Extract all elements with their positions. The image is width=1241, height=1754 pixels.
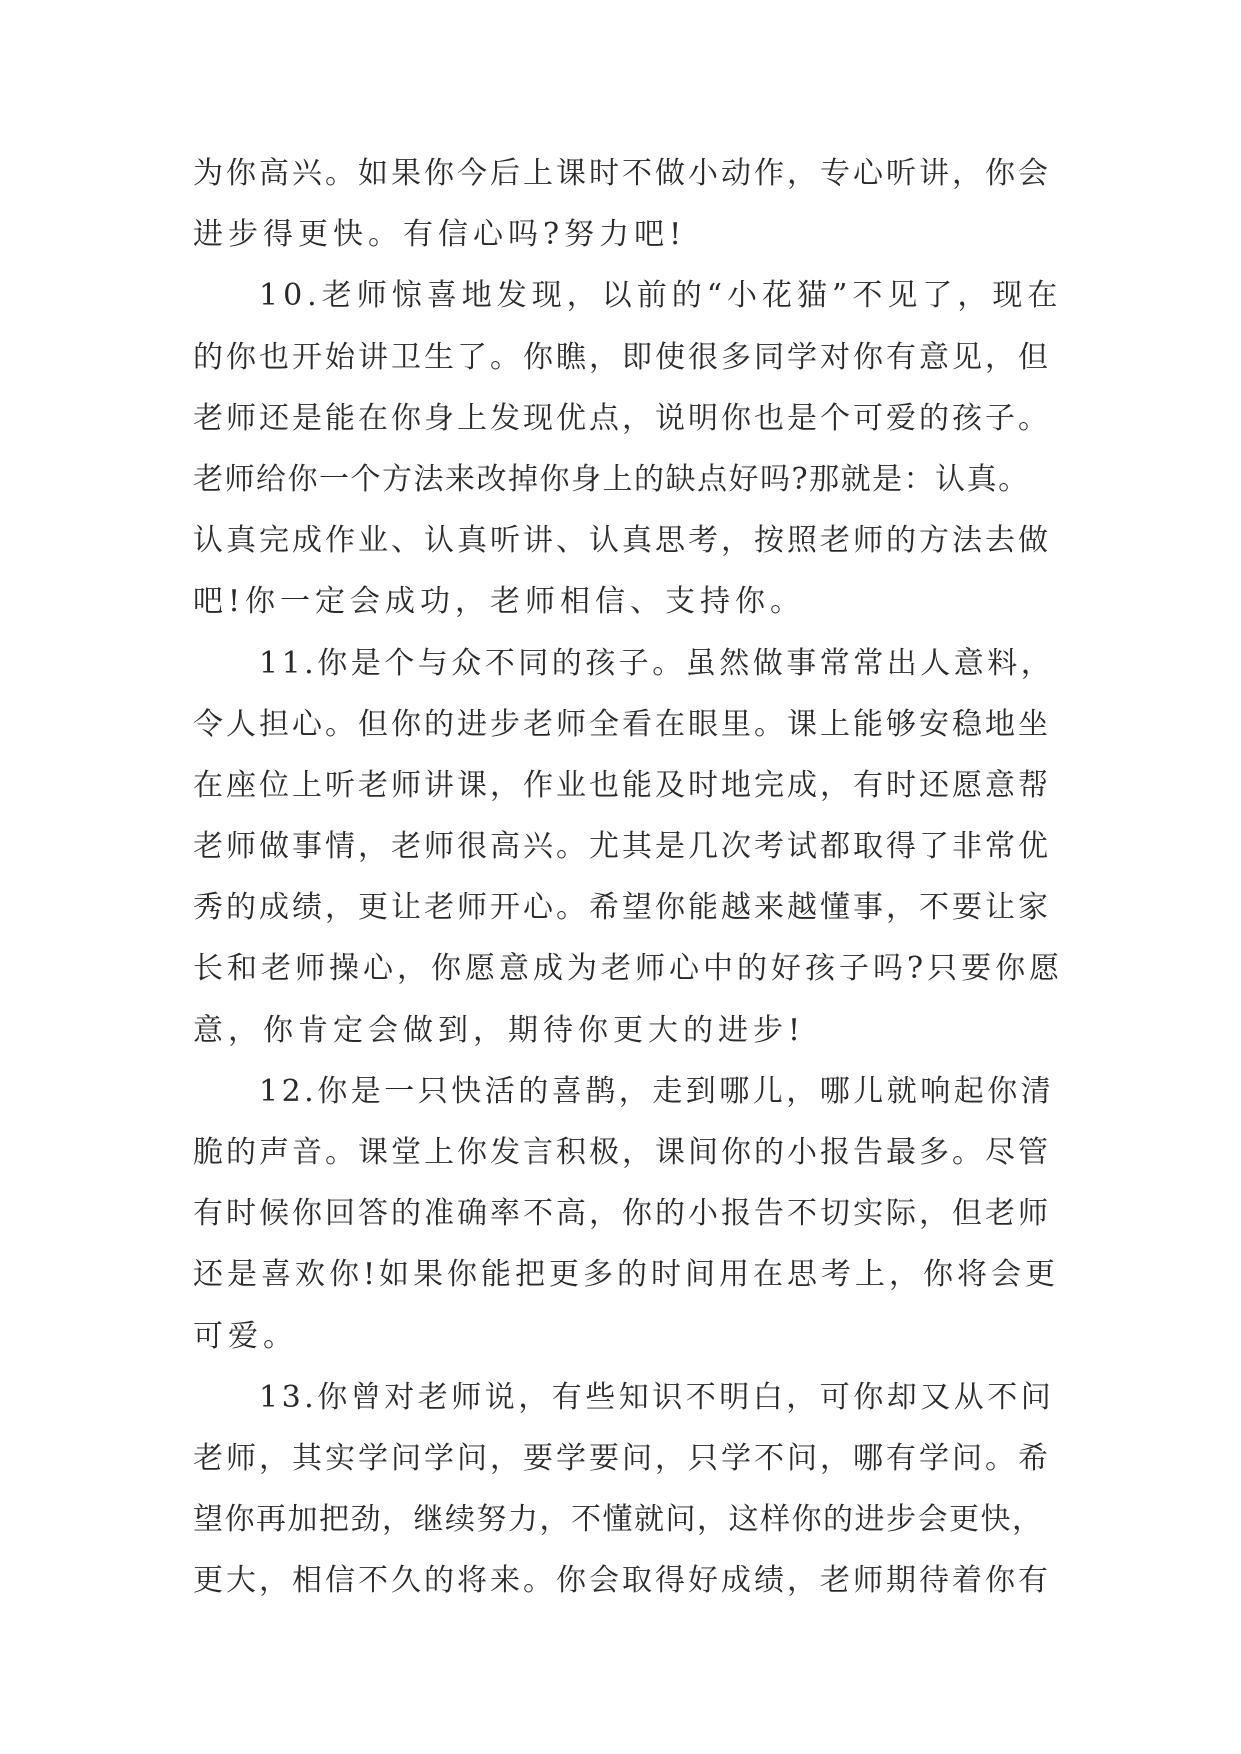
paragraph-start-10: 10.老师惊喜地发现，以前的“小花猫”不见了，现在	[259, 278, 1063, 314]
text-line: 意，你肯定会做到，期待你更大的进步!	[193, 1012, 806, 1048]
text-line: 认真完成作业、认真听讲、认真思考，按照老师的方法去做	[193, 523, 1051, 559]
text-line: 脆的声音。课堂上你发言积极，课间你的小报告最多。尽管	[193, 1135, 1051, 1170]
text-line: 望你再加把劲，继续努力，不懂就问，这样你的进步会更快，	[193, 1502, 1044, 1538]
paragraph-start-12: 12.你是一只快活的喜鹊，走到哪儿，哪儿就响起你清	[259, 1073, 1055, 1109]
paragraph-start-13: 13.你曾对老师说，有些知识不明白，可你却又从不问	[259, 1379, 1055, 1415]
text-line: 老师，其实学问学问，要学要问，只学不问，哪有学问。希	[193, 1440, 1051, 1476]
text-line: 老师给你一个方法来改掉你身上的缺点好吗?那就是：认真。	[193, 461, 1030, 497]
text-line: 进步得更快。有信心吗?努力吧!	[193, 217, 687, 253]
text-line: 有时候你回答的准确率不高，你的小报告不切实际，但老师	[193, 1196, 1051, 1232]
text-line: 吧!你一定会成功，老师相信、支持你。	[193, 584, 806, 620]
document-body	[193, 157, 1063, 1626]
text-line: 更大，相信不久的将来。你会取得好成绩，老师期待着你有	[193, 1563, 1051, 1599]
text-line: 长和老师操心，你愿意成为老师心中的好孩子吗?只要你愿	[193, 951, 1064, 987]
text-line: 还是喜欢你!如果你能把更多的时间用在思考上，你将会更	[193, 1257, 1060, 1293]
text-line: 老师做事情，老师很高兴。尤其是几次考试都取得了非常优	[193, 829, 1051, 865]
text-line: 老师还是能在你身上发现优点，说明你也是个可爱的孩子。	[193, 400, 1051, 436]
text-line: 可爱。	[193, 1318, 298, 1354]
text-line: 在座位上听老师讲课，作业也能及时地完成，有时还愿意帮	[193, 767, 1051, 803]
paragraph-start-11: 11.你是个与众不同的孩子。虽然做事常常出人意料，	[259, 645, 1055, 681]
text-line: 令人担心。但你的进步老师全看在眼里。课上能够安稳地坐	[193, 706, 1051, 742]
text-line: 的你也开始讲卫生了。你瞧，即使很多同学对你有意见，但	[193, 339, 1051, 375]
text-line: 秀的成绩，更让老师开心。希望你能越来越懂事，不要让家	[193, 890, 1051, 926]
text-line: 为你高兴。如果你今后上课时不做小动作，专心听讲，你会	[193, 156, 1051, 191]
